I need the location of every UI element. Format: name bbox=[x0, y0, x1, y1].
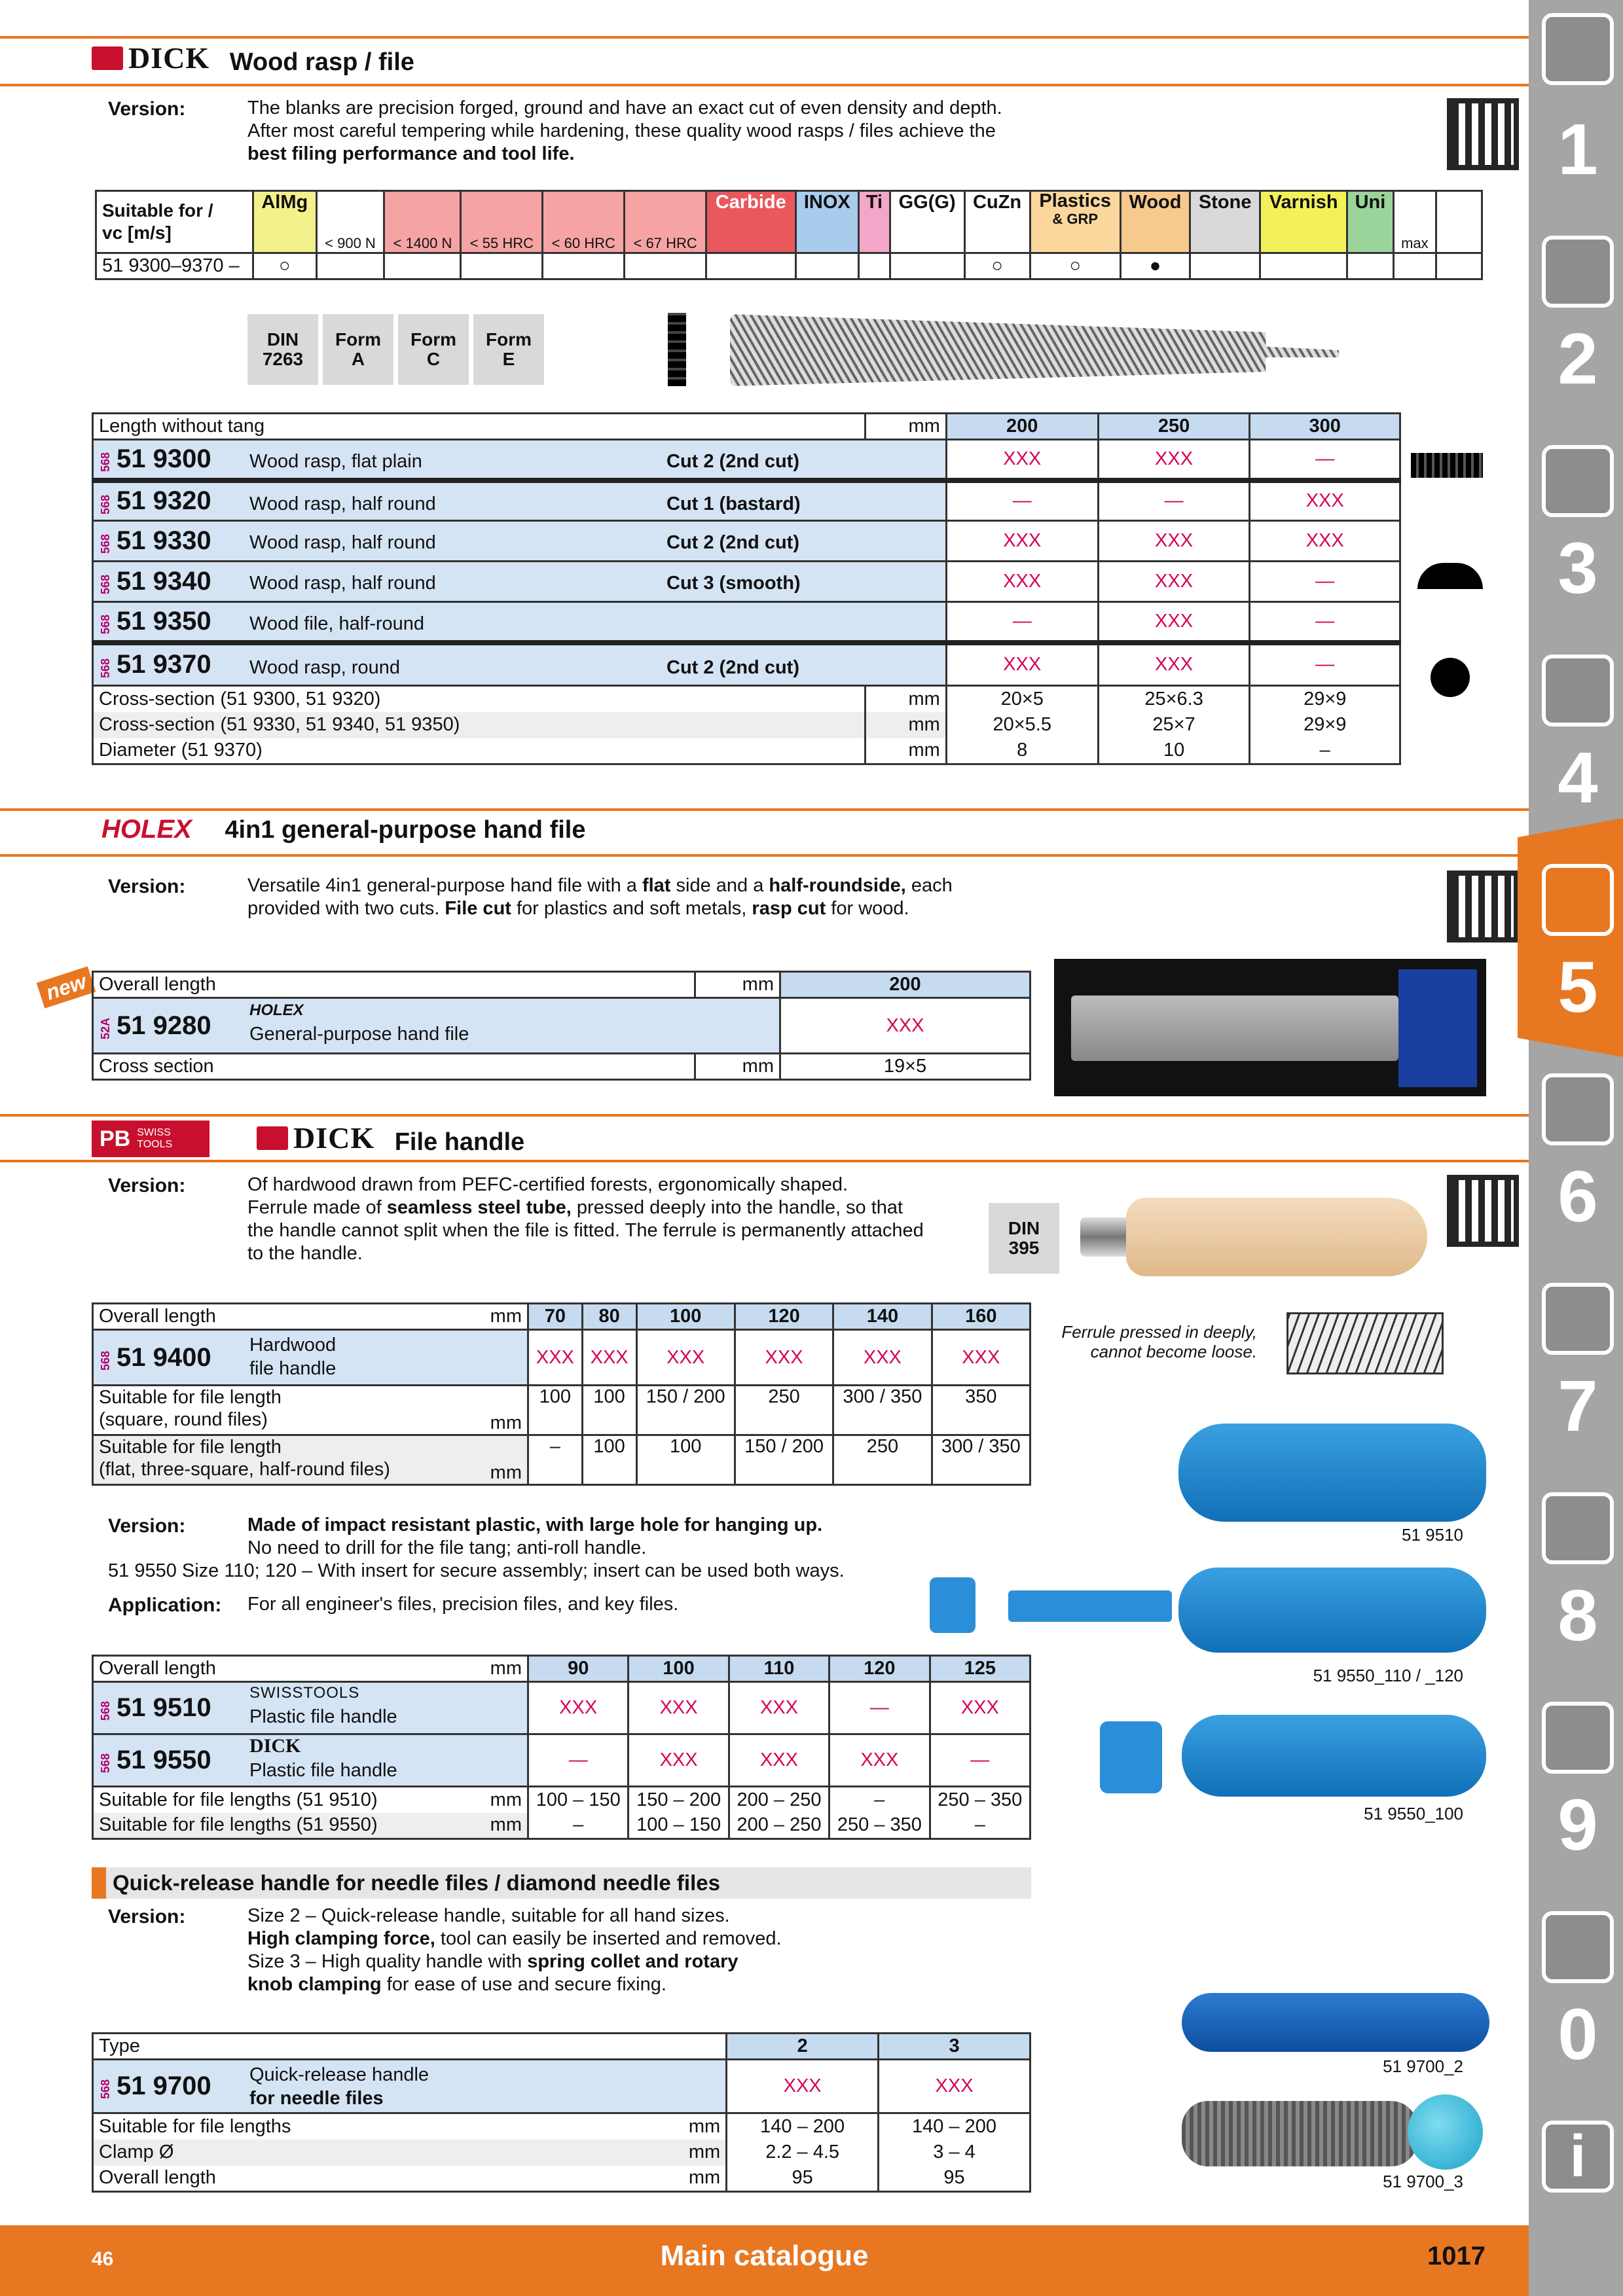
application-label: Application: bbox=[108, 1594, 222, 1616]
version-label: Version: bbox=[108, 1175, 186, 1196]
article-number[interactable]: 51 9280 bbox=[117, 1011, 211, 1040]
qr-code-icon[interactable] bbox=[1447, 1175, 1519, 1247]
wood-rasp-image bbox=[730, 314, 1339, 386]
insert-image bbox=[930, 1577, 976, 1633]
dick-logo: DICK bbox=[92, 41, 210, 75]
material-suitability-table bbox=[95, 190, 1483, 280]
mat-900n: < 900 N bbox=[316, 191, 384, 253]
table-row: Clamp Ø mm 2.2 – 4.5 3 – 4 bbox=[93, 2140, 1030, 2166]
section-title: File handle bbox=[394, 1128, 525, 1156]
dick-logo: DICK bbox=[257, 1121, 374, 1155]
tab-1[interactable]: 1 bbox=[1558, 109, 1598, 190]
info-icon[interactable]: i bbox=[1542, 2121, 1614, 2193]
qr-code-icon[interactable] bbox=[1447, 98, 1519, 170]
mat-coolant-max: max bbox=[1393, 191, 1436, 253]
mat-1400n: < 1400 N bbox=[384, 191, 461, 253]
mat-uni: Uni bbox=[1347, 191, 1394, 253]
article-number[interactable]: 51 9550 bbox=[117, 1746, 211, 1774]
version-label: Version: bbox=[108, 98, 186, 120]
section-title: Wood rasp / file bbox=[229, 48, 414, 76]
t1-size-250: 250 bbox=[1098, 414, 1250, 440]
version-note: 51 9550 Size 110; 120 – With insert for secure assembly; insert can be used both ways. bbox=[108, 1560, 845, 1581]
page-number: 46 bbox=[92, 2248, 114, 2270]
table-row: 568 51 9370 Wood rasp, round Cut 2 (2nd cut) XXX XXX — bbox=[93, 643, 1400, 686]
table-row: 568 51 9350 Wood file, half-round — XXX — bbox=[93, 602, 1400, 643]
table-row: Suitable for file lengths mm 140 – 200 140 – 200 bbox=[93, 2113, 1030, 2140]
plastic-handle-table: Overall length mm 90 100 110 120 125 568 51 9510 SWISSTOOLS Plastic file handle XXX XXX XXX — XXX 568 51 9550 DICK Plastic file handle — XXX XXX XXX — Suitable for file lengths (51 9510) mm 100 – 150 150 – 200 200 – 250 – 250 – 350 Suitable for file lengths (51 9550) mm – 100 – 150 200 – 250 250 – 350 – bbox=[92, 1655, 1031, 1840]
hammer-pliers-icon[interactable] bbox=[1542, 1283, 1614, 1355]
plastic-handle-51-9550-110-image bbox=[1178, 1568, 1486, 1653]
insert-rod-image bbox=[1008, 1590, 1172, 1622]
insert-icon[interactable] bbox=[1542, 236, 1614, 308]
article-number[interactable]: 51 9340 bbox=[117, 567, 211, 596]
wood-rasp-table bbox=[92, 412, 1401, 765]
mark-almg: ○ bbox=[253, 253, 317, 279]
tab-9[interactable]: 9 bbox=[1558, 1785, 1598, 1865]
caption-51-9550-110: 51 9550_110 / _120 bbox=[1313, 1666, 1463, 1685]
qr-code-icon[interactable] bbox=[1447, 870, 1519, 942]
grinding-wheel-icon[interactable] bbox=[1542, 864, 1614, 936]
t1-size-200: 200 bbox=[946, 414, 1098, 440]
tab-6[interactable]: 6 bbox=[1558, 1157, 1598, 1237]
application-text: For all engineer's files, precision files, and key files. bbox=[247, 1594, 679, 1615]
table-row: Suitable for file length (flat, three-square, half-round files) mm – 100 100 150 / 200 250 300 / 350 bbox=[93, 1435, 1030, 1485]
hardwood-handle-table: Overall length mm 70 80 100 120 140 160 568 51 9400 Hardwood file handle XXX XXX XXX XXX XXX XXX Suitable for file length (square, round files) mm 100 100 150 / 200 250 300 / 350 350 Suitable for file length (flat, three-square, half-round files) mm – 100 100 150 / 200 250 300 / 350 bbox=[92, 1302, 1031, 1486]
footer-title: Main catalogue bbox=[660, 2240, 869, 2272]
mat-ti: Ti bbox=[859, 191, 890, 253]
article-number[interactable]: 51 9300 bbox=[117, 444, 211, 473]
table-row: Cross-section (51 9300, 51 9320) mm 20×5 25×6.3 29×9 bbox=[93, 686, 1400, 712]
ferrule-drawing bbox=[1286, 1312, 1444, 1374]
quick-release-table: Type 2 3 568 51 9700 Quick-release handle for needle files XXX XXX Suitable for file lengths mm 140 – 200 140 – 200 Clamp Ø mm 2.2 – 4.5 3 – 4 Overall length mm 95 95 bbox=[92, 2032, 1031, 2193]
table-row: Suitable for file length (square, round files) mm 100 100 150 / 200 250 300 / 350 350 bbox=[93, 1386, 1030, 1435]
rasp-cross-section-icon bbox=[668, 313, 686, 386]
mat-55hrc: < 55 HRC bbox=[461, 191, 543, 253]
form-c-badge: Form C bbox=[398, 314, 469, 385]
mat-60hrc: < 60 HRC bbox=[543, 191, 625, 253]
suitable-label: Suitable for / vc [m/s] bbox=[96, 191, 253, 253]
caption-51-9700-3: 51 9700_3 bbox=[1383, 2172, 1463, 2191]
article-number[interactable]: 51 9350 bbox=[117, 606, 211, 636]
cabinet-icon[interactable] bbox=[1542, 1702, 1614, 1774]
dick-logo-icon bbox=[257, 1126, 288, 1150]
table-row: Suitable for file lengths (51 9550) mm – 100 – 150 200 – 250 250 – 350 – bbox=[93, 1813, 1030, 1839]
hardwood-handle-image bbox=[1080, 1198, 1427, 1276]
tab-4[interactable]: 4 bbox=[1558, 738, 1598, 818]
plastic-handle-51-9550-100-image bbox=[1182, 1715, 1486, 1797]
tab-0[interactable]: 0 bbox=[1558, 1994, 1598, 2075]
mat-stone: Stone bbox=[1190, 191, 1260, 253]
section-header-holex-file bbox=[101, 815, 585, 844]
mat-dry-icon bbox=[1436, 191, 1482, 253]
tab-8[interactable]: 8 bbox=[1558, 1575, 1598, 1656]
table-row: Overall length mm 95 95 bbox=[93, 2166, 1030, 2192]
table-row: 568 51 9400 Hardwood file handle XXX XXX XXX XXX XXX XXX bbox=[93, 1330, 1030, 1386]
tab-5[interactable]: 5 bbox=[1558, 947, 1598, 1028]
flat-section-icon bbox=[1411, 453, 1483, 478]
caption-51-9510: 51 9510 bbox=[1402, 1525, 1463, 1545]
table-row: Suitable for file lengths (51 9510) mm 100 – 150 150 – 200 200 – 250 – 250 – 350 bbox=[93, 1787, 1030, 1813]
mat-inox: INOX bbox=[795, 191, 859, 253]
quick-release-handle-size3-image bbox=[1182, 2101, 1417, 2166]
article-number[interactable]: 51 9700 bbox=[117, 2072, 211, 2100]
tab-7[interactable]: 7 bbox=[1558, 1366, 1598, 1446]
section-title: 4in1 general-purpose hand file bbox=[225, 816, 586, 844]
version-text: Versatile 4in1 general-purpose hand file with a flat side and a half-roundside, each provided with two cuts. File cut for plastics and soft metals, rasp cut for wood. bbox=[247, 875, 953, 919]
mat-67hrc: < 67 HRC bbox=[625, 191, 706, 253]
table-row: 568 51 9340 Wood rasp, half round Cut 3 (smooth) XXX XXX — bbox=[93, 562, 1400, 602]
article-number[interactable]: 51 9510 bbox=[117, 1693, 211, 1722]
version-label: Version: bbox=[108, 876, 186, 897]
mark-cuzn: ○ bbox=[964, 253, 1030, 279]
din-7263-badge: DIN 7263 bbox=[247, 314, 318, 385]
table-row: 568 51 9510 SWISSTOOLS Plastic file handle XXX XXX XXX — XXX bbox=[93, 1682, 1030, 1734]
table-row: 568 51 9300 Wood rasp, flat plain Cut 2 (2nd cut) XXX XXX — bbox=[93, 440, 1400, 480]
article-number[interactable]: 51 9370 bbox=[117, 650, 211, 679]
article-number[interactable]: 51 9330 bbox=[117, 526, 211, 555]
mark-wood: ● bbox=[1120, 253, 1190, 279]
mat-varnish: Varnish bbox=[1260, 191, 1347, 253]
subsection-title-quick-release: Quick-release handle for needle files / diamond needle files bbox=[92, 1867, 1031, 1899]
version-label: Version: bbox=[108, 1906, 186, 1928]
mark-plastics: ○ bbox=[1030, 253, 1120, 279]
mat-gg: GG(G) bbox=[890, 191, 964, 253]
pb-swiss-tools-logo: PB SWISS TOOLS bbox=[92, 1121, 210, 1157]
version-text: The blanks are precision forged, ground and have an exact cut of even density and depth. After most careful tempering while hardening, these quality wood rasps / files achieve the best filing performance and tool life. bbox=[247, 98, 1002, 164]
mat-cuzn: CuZn bbox=[964, 191, 1030, 253]
form-e-badge: Form E bbox=[473, 314, 544, 385]
version-label: Version: bbox=[108, 1515, 186, 1537]
rotary-knob-image bbox=[1408, 2094, 1483, 2170]
caliper-icon[interactable] bbox=[1542, 655, 1614, 726]
half-round-section-icon bbox=[1417, 563, 1483, 589]
t1-unit: mm bbox=[865, 414, 946, 440]
din-395-badge: DIN 395 bbox=[989, 1203, 1059, 1274]
chuck-icon[interactable] bbox=[1542, 445, 1614, 517]
t1-size-300: 300 bbox=[1250, 414, 1400, 440]
plastic-handle-51-9510-image bbox=[1178, 1424, 1486, 1522]
dick-logo-icon bbox=[92, 46, 123, 70]
drill-icon[interactable] bbox=[1542, 13, 1614, 85]
wrench-screwdriver-icon[interactable] bbox=[1542, 1073, 1614, 1145]
catalogue-page-number: 1017 bbox=[1427, 2242, 1486, 2270]
insert-end-image bbox=[1100, 1721, 1162, 1793]
tab-2[interactable]: 2 bbox=[1558, 319, 1598, 399]
section-header-file-handle bbox=[257, 1121, 524, 1157]
safety-goggles-icon[interactable] bbox=[1542, 1911, 1614, 1983]
version-text: Of hardwood drawn from PEFC-certified forests, ergonomically shaped. Ferrule made of seamless steel tube, pressed deeply into the handle, so that the handle cannot split when the file is fitted. The ferrule is permanently attached to the handle. bbox=[247, 1174, 924, 1264]
table-row: 568 51 9550 DICK Plastic file handle — XXX XXX XXX — bbox=[93, 1734, 1030, 1787]
toolbox-icon[interactable] bbox=[1542, 1492, 1614, 1564]
caption-51-9700-2: 51 9700_2 bbox=[1383, 2056, 1463, 2076]
section-header-wood-rasp bbox=[92, 41, 414, 77]
article-number[interactable]: 51 9400 bbox=[117, 1342, 211, 1372]
table-row: 568 51 9330 Wood rasp, half round Cut 2 (2nd cut) XXX XXX XXX bbox=[93, 521, 1400, 562]
mat-wood: Wood bbox=[1120, 191, 1190, 253]
caption-51-9550-100: 51 9550_100 bbox=[1364, 1804, 1463, 1823]
table-row: 568 51 9700 Quick-release handle for needle files XXX XXX bbox=[93, 2060, 1030, 2113]
mat-plastics: Plastics & GRP bbox=[1030, 191, 1120, 253]
holex-file-pouch-image bbox=[1054, 959, 1486, 1096]
mat-carbide: Carbide bbox=[706, 191, 795, 253]
t1-head: Length without tang bbox=[93, 414, 866, 440]
version-text: Made of impact resistant plastic, with large hole for hanging up. No need to drill for the file tang; anti-roll handle. bbox=[247, 1515, 823, 1558]
mat-row-label: 51 9300–9370 – bbox=[96, 253, 253, 279]
article-number[interactable]: 51 9320 bbox=[117, 486, 211, 516]
table-row: Cross-section (51 9330, 51 9340, 51 9350) mm 20×5.5 25×7 29×9 bbox=[93, 712, 1400, 738]
tab-3[interactable]: 3 bbox=[1558, 528, 1598, 609]
table-row: 568 51 9320 Wood rasp, half round Cut 1 (bastard) — — XXX bbox=[93, 480, 1400, 521]
mat-almg: AlMg bbox=[253, 191, 317, 253]
table-row: 52A 51 9280 HOLEX General-purpose hand file XXX bbox=[93, 998, 1030, 1054]
version-text: Size 2 – Quick-release handle, suitable for all hand sizes. High clamping force, tool can easily be inserted and removed. Size 3 – High quality handle with spring collet and rotary knob clamping for ease of use and secure fixing. bbox=[247, 1905, 782, 1995]
new-badge: new bbox=[37, 966, 96, 1008]
holex-logo: HOLEX bbox=[101, 815, 192, 844]
table-row: Diameter (51 9370) mm 8 10 – bbox=[93, 738, 1400, 764]
round-section-icon bbox=[1431, 658, 1470, 697]
holex-file-table: Overall length mm 200 52A 51 9280 HOLEX General-purpose hand file XXX Cross section mm 19×5 bbox=[92, 971, 1031, 1081]
ferrule-note: Ferrule pressed in deeply, cannot become loose. bbox=[1061, 1322, 1257, 1361]
form-a-badge: Form A bbox=[323, 314, 393, 385]
quick-release-handle-size2-image bbox=[1182, 1993, 1489, 2052]
